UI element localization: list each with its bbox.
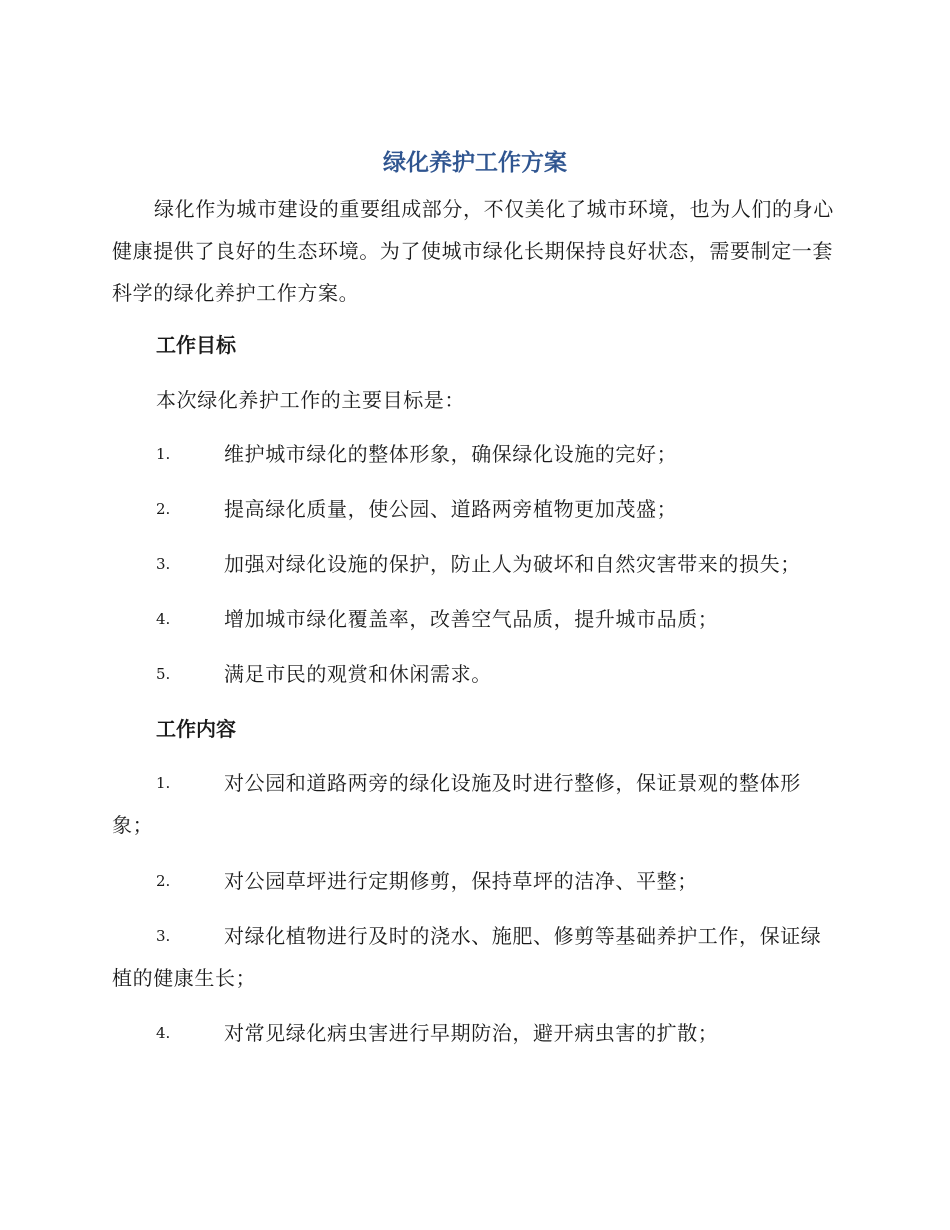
list-number: 3. [156, 927, 171, 945]
list-item-text: 对绿化植物进行及时的浇水、施肥、修剪等基础养护工作，保证绿植的健康生长； [112, 924, 822, 990]
list-number: 5. [156, 665, 171, 683]
list-item-text: 对公园草坪进行定期修剪，保持草坪的洁净、平整； [224, 869, 698, 893]
list-item-text: 增加城市绿化覆盖率，改善空气品质，提升城市品质； [224, 607, 719, 631]
list-number: 1. [156, 774, 171, 792]
list-item-text: 满足市民的观赏和休闲需求。 [224, 662, 492, 686]
goal-list-item [112, 598, 840, 640]
list-item-text: 维护城市绿化的整体形象，确保绿化设施的完好； [224, 442, 678, 466]
intro-paragraph: 绿化作为城市建设的重要组成部分，不仅美化了城市环境，也为人们的身心健康提供了良好的生态环境。为了使城市绿化长期保持良好状态，需要制定一套科学的绿化养护工作方案。 [112, 197, 834, 305]
goal-list-item [112, 543, 840, 585]
list-item-text: 提高绿化质量，使公园、道路两旁植物更加茂盛； [224, 497, 678, 521]
list-item-text: 对常见绿化病虫害进行早期防治，避开病虫害的扩散； [224, 1021, 719, 1045]
list-number: 1. [156, 445, 171, 463]
section-heading-goals: 工作目标 [156, 333, 236, 357]
content-list-item [112, 762, 840, 846]
list-item-text: 加强对绿化设施的保护，防止人为破坏和自然灾害带来的损失； [224, 552, 801, 576]
goals-lead-text: 本次绿化养护工作的主要目标是： [156, 388, 465, 412]
document-title: 绿化养护工作方案 [383, 150, 567, 176]
list-number: 3. [156, 555, 171, 573]
goal-list-item [112, 488, 840, 530]
content-list-item [112, 860, 840, 902]
section-heading-content: 工作内容 [156, 717, 236, 741]
list-item-text: 对公园和道路两旁的绿化设施及时进行整修，保证景观的整体形象； [112, 771, 801, 837]
content-list-item [112, 1012, 840, 1054]
list-number: 2. [156, 500, 171, 518]
goal-list-item [112, 433, 840, 475]
list-number: 4. [156, 1024, 171, 1042]
goal-list-item [112, 653, 840, 695]
list-number: 2. [156, 872, 171, 890]
list-number: 4. [156, 610, 171, 628]
content-list-item [112, 915, 840, 999]
